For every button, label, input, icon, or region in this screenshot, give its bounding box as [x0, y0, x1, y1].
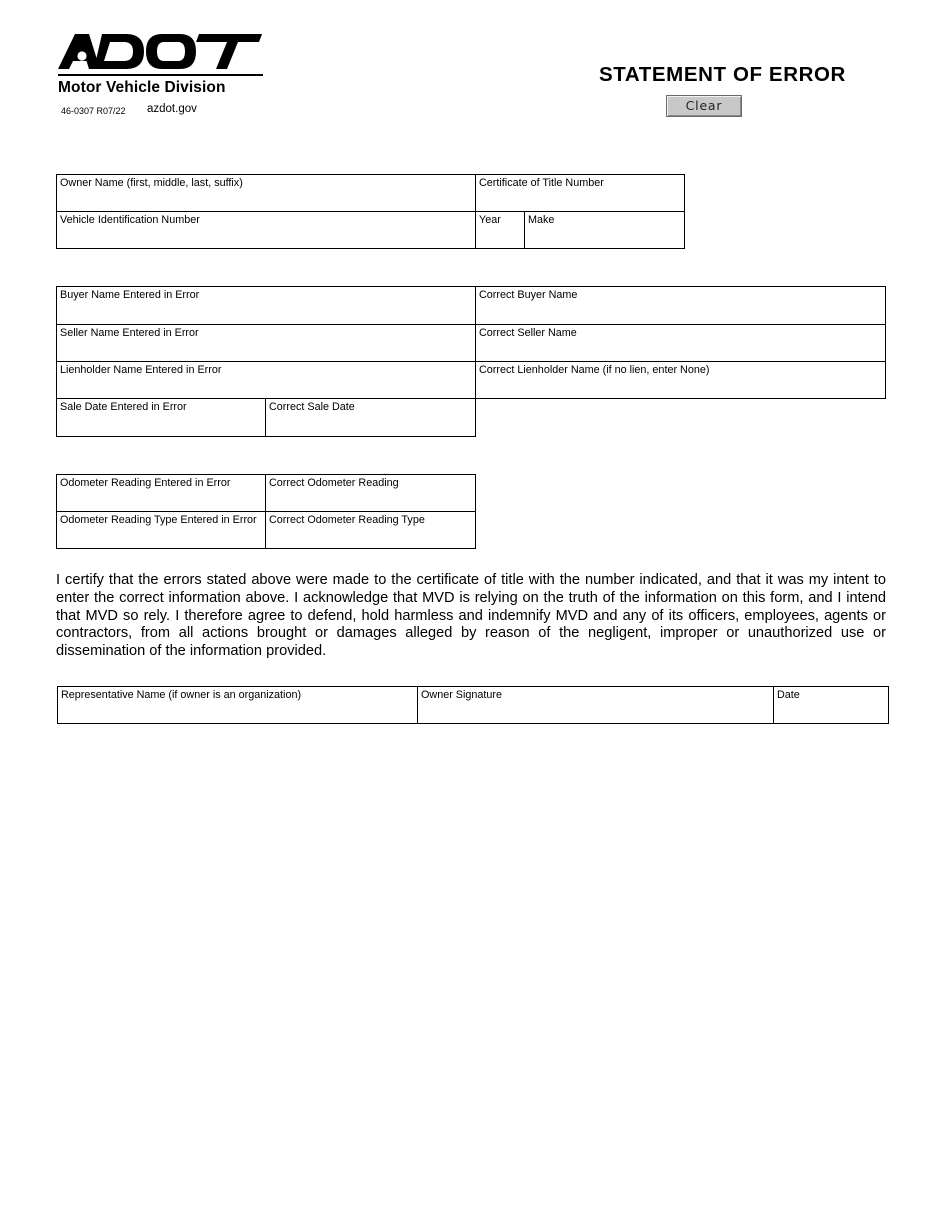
- odometer-type-error-input[interactable]: [60, 529, 262, 545]
- sale-date-error-field[interactable]: [56, 398, 266, 437]
- buyer-error-label: Buyer Name Entered in Error: [60, 289, 200, 301]
- certificate-title-number-field[interactable]: [475, 174, 685, 212]
- certificate-title-number-input[interactable]: [479, 192, 681, 208]
- certificate-title-number-label: Certificate of Title Number: [479, 177, 604, 189]
- correct-odometer-field[interactable]: [265, 474, 476, 512]
- correct-odometer-label: Correct Odometer Reading: [269, 477, 399, 489]
- correct-seller-input[interactable]: [479, 342, 882, 358]
- owner-signature-field[interactable]: [417, 686, 774, 724]
- representative-name-input[interactable]: [61, 704, 414, 720]
- make-field[interactable]: [524, 211, 685, 249]
- owner-signature-label: Owner Signature: [421, 689, 503, 701]
- buyer-error-field[interactable]: [56, 286, 476, 325]
- division-name: Motor Vehicle Division: [58, 79, 226, 96]
- correct-seller-label: Correct Seller Name: [479, 327, 577, 339]
- correct-lienholder-label: Correct Lienholder Name (if no lien, enter None): [479, 364, 710, 376]
- date-input[interactable]: [777, 704, 885, 720]
- buyer-error-input[interactable]: [60, 305, 472, 321]
- vin-label: Vehicle Identification Number: [60, 214, 200, 226]
- sale-date-error-input[interactable]: [60, 417, 262, 433]
- make-input[interactable]: [528, 229, 681, 245]
- vin-input[interactable]: [60, 229, 472, 245]
- vin-field[interactable]: [56, 211, 476, 249]
- correct-buyer-input[interactable]: [479, 305, 882, 321]
- lienholder-error-field[interactable]: [56, 361, 476, 399]
- date-field[interactable]: [773, 686, 889, 724]
- correct-buyer-label: Correct Buyer Name: [479, 289, 578, 301]
- year-input[interactable]: [479, 229, 521, 245]
- correct-odometer-type-input[interactable]: [269, 529, 472, 545]
- odometer-type-error-label: Odometer Reading Type Entered in Error: [60, 514, 257, 526]
- correct-odometer-type-field[interactable]: [265, 511, 476, 549]
- correct-buyer-field[interactable]: [475, 286, 886, 325]
- form-number: 46-0307 R07/22: [61, 106, 126, 116]
- odometer-error-field[interactable]: [56, 474, 266, 512]
- owner-signature-input[interactable]: [421, 704, 770, 720]
- correct-sale-date-label: Correct Sale Date: [269, 401, 355, 413]
- seller-error-field[interactable]: [56, 324, 476, 362]
- lienholder-error-label: Lienholder Name Entered in Error: [60, 364, 222, 376]
- correct-lienholder-field[interactable]: [475, 361, 886, 399]
- correct-seller-field[interactable]: [475, 324, 886, 362]
- odometer-error-input[interactable]: [60, 492, 262, 508]
- odometer-error-label: Odometer Reading Entered in Error: [60, 477, 231, 489]
- correct-sale-date-field[interactable]: [265, 398, 476, 437]
- logo-text: ADOT: [58, 32, 61, 33]
- date-label: Date: [777, 689, 800, 701]
- correct-sale-date-input[interactable]: [269, 417, 472, 433]
- lienholder-error-input[interactable]: [60, 379, 472, 395]
- page-title: STATEMENT OF ERROR: [599, 63, 846, 86]
- owner-name-field[interactable]: [56, 174, 476, 212]
- website-text: azdot.gov: [147, 103, 197, 115]
- clear-button[interactable]: Clear: [666, 95, 742, 117]
- correct-lienholder-input[interactable]: [479, 379, 882, 395]
- correct-odometer-type-label: Correct Odometer Reading Type: [269, 514, 425, 526]
- year-field[interactable]: [475, 211, 525, 249]
- correct-odometer-input[interactable]: [269, 492, 472, 508]
- owner-name-label: Owner Name (first, middle, last, suffix): [60, 177, 243, 189]
- year-label: Year: [479, 214, 501, 226]
- make-label: Make: [528, 214, 555, 226]
- sale-date-error-label: Sale Date Entered in Error: [60, 401, 187, 413]
- adot-logo: [58, 32, 264, 78]
- owner-name-input[interactable]: [60, 192, 472, 208]
- seller-error-input[interactable]: [60, 342, 472, 358]
- certification-text: I certify that the errors stated above were made to the certificate of title with the number indicated, and that it was my intent to enter the correct information above. I acknowledge that MVD is relying on the truth of the information on this form, and I intend that MVD so rely. I therefore agree to defend, hold harmless and indemnify MVD and any of its officers, employees, agents or contractors, from all actions brought or damages alleged by reason of the negligent, improper or unauthorized use or dissemination of the information provided.: [56, 572, 886, 660]
- representative-name-field[interactable]: [57, 686, 418, 724]
- odometer-type-error-field[interactable]: [56, 511, 266, 549]
- representative-name-label: Representative Name (if owner is an organization): [61, 689, 302, 701]
- seller-error-label: Seller Name Entered in Error: [60, 327, 199, 339]
